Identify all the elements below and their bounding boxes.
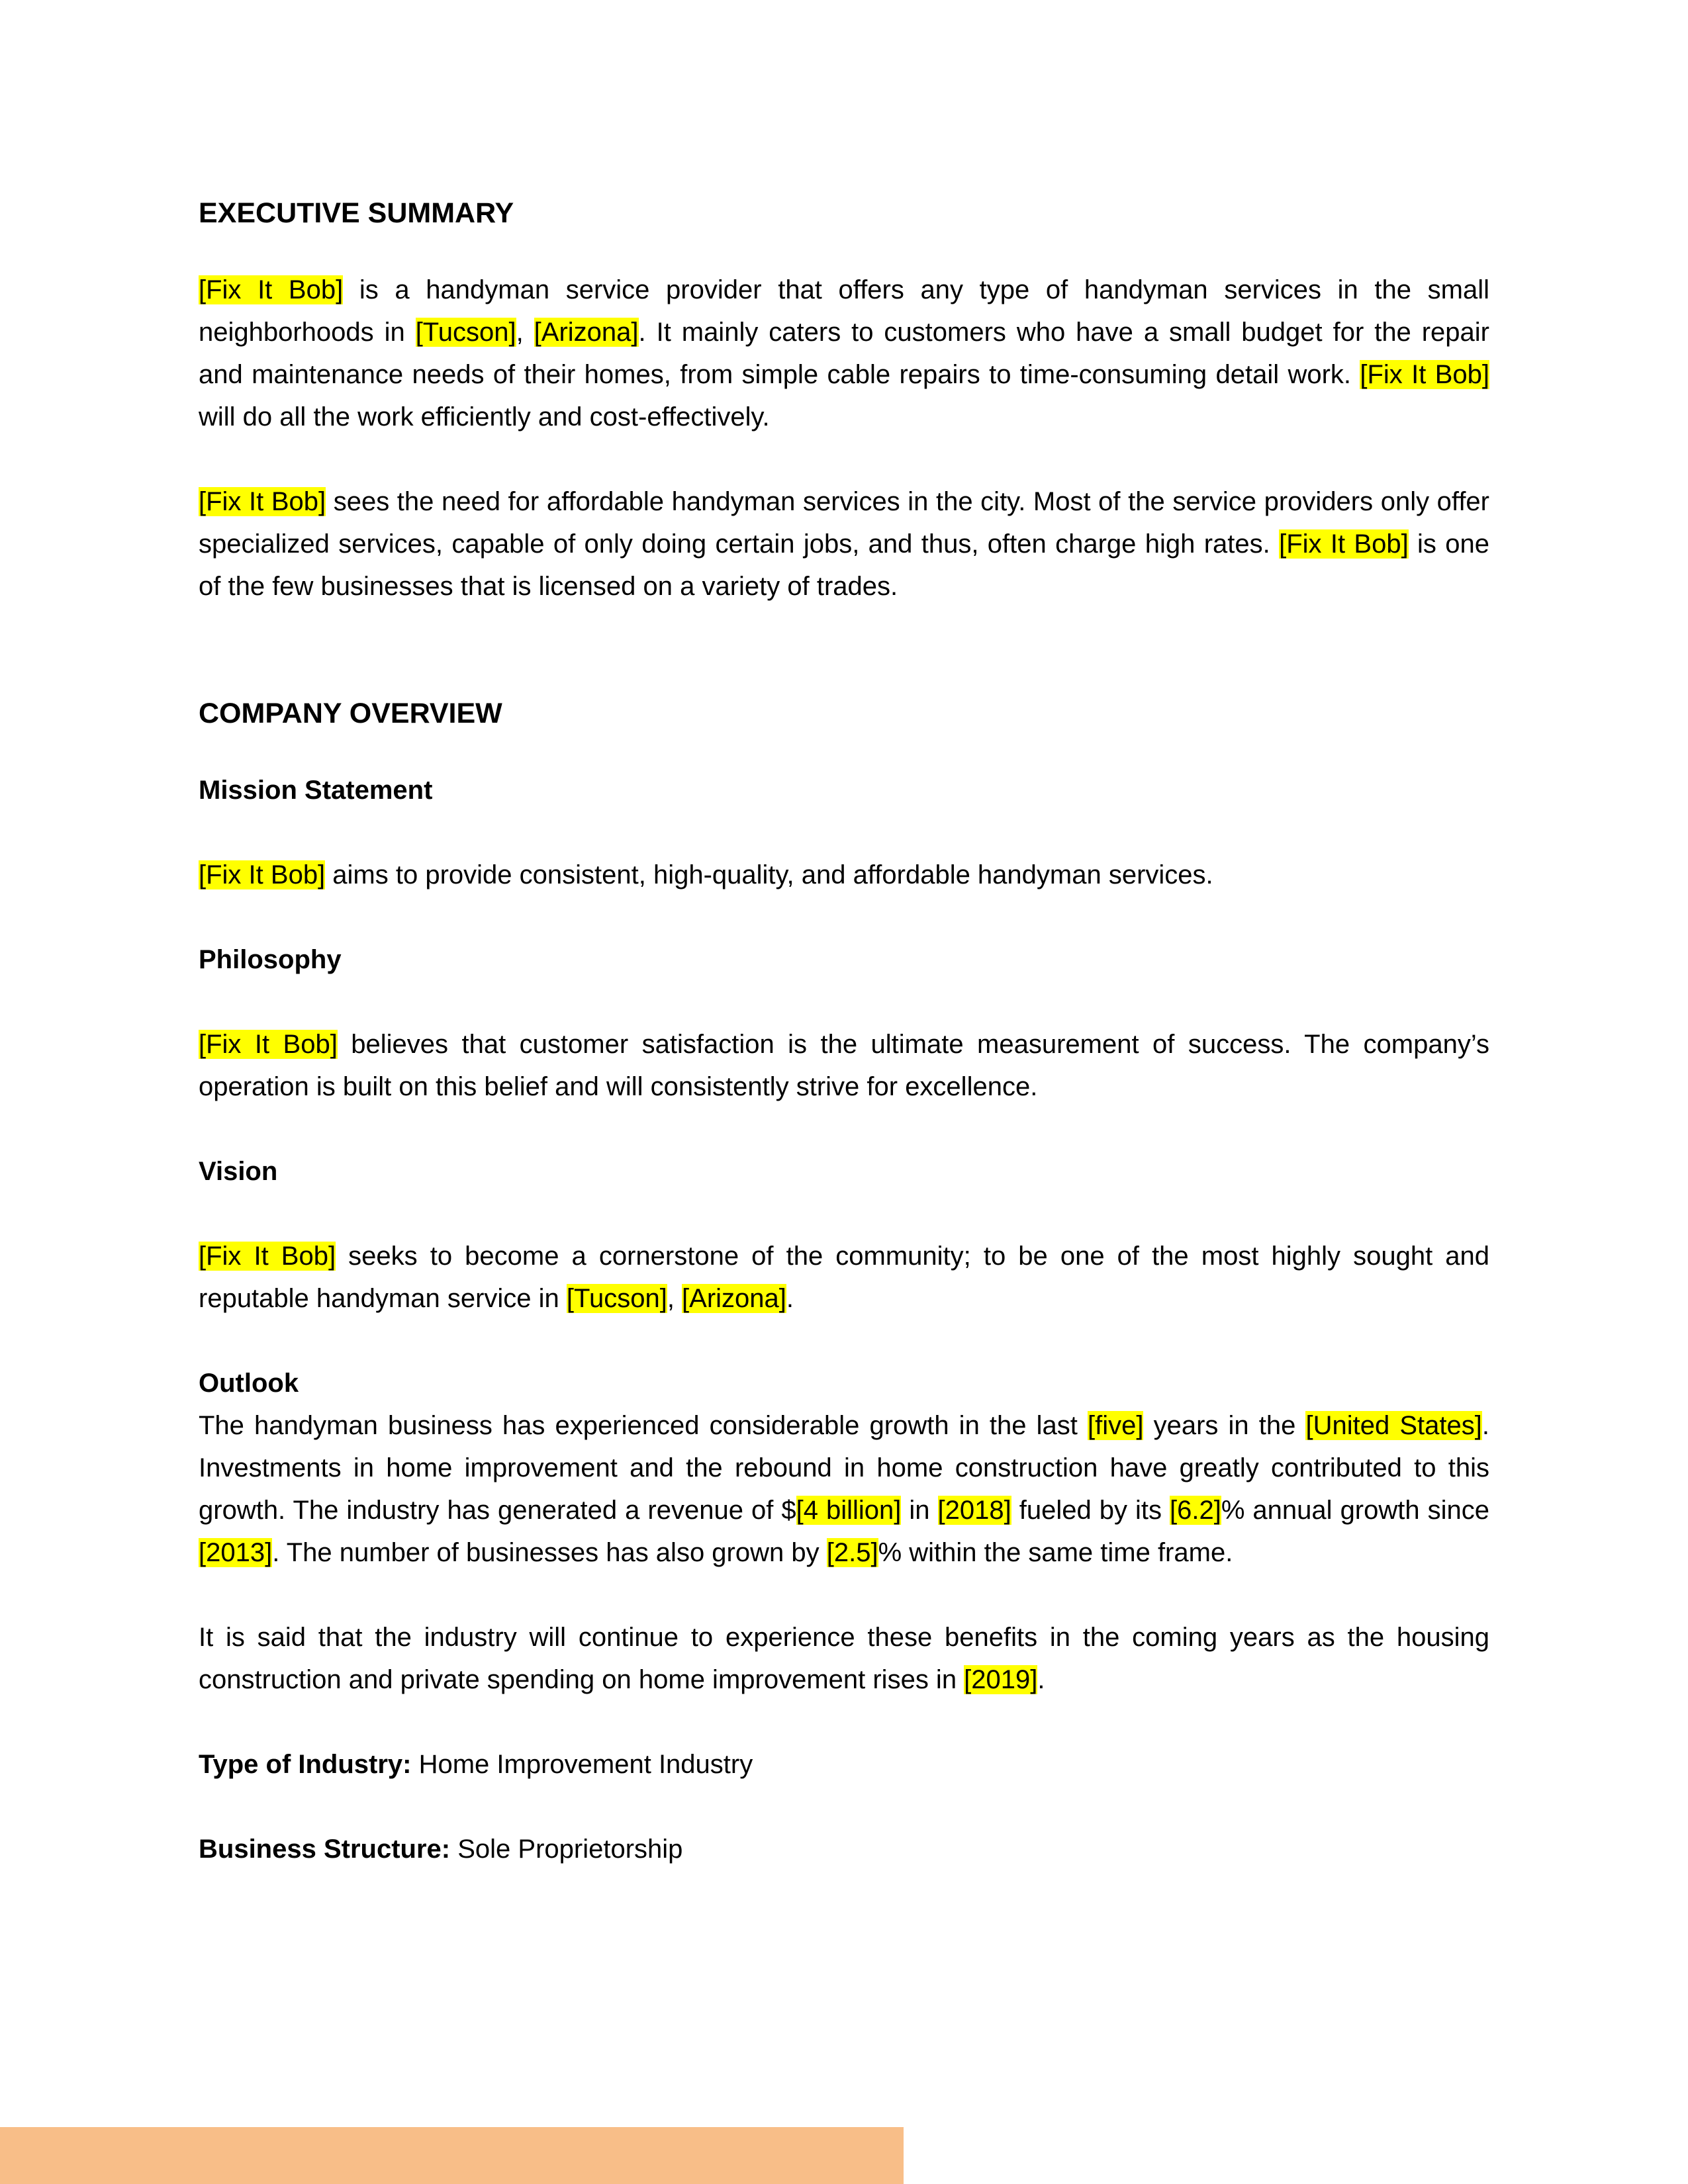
placeholder-highlight: [Fix It Bob] <box>1279 529 1409 559</box>
placeholder-highlight: [Arizona] <box>534 318 639 347</box>
body-text: years in the <box>1143 1411 1306 1440</box>
body-text: . Investments in home improvement and the rebound in home construction have greatly contributed to this growth. The industry has generated a revenue of $ <box>199 1411 1489 1525</box>
body-text: is one of the few businesses that is licensed on a variety of trades. <box>199 529 1489 601</box>
placeholder-highlight: [Fix It Bob] <box>199 487 326 516</box>
outlook-paragraph-1 <box>199 1404 1489 1574</box>
body-text: The handyman business has experienced considerable growth in the last <box>199 1411 1088 1440</box>
placeholder-highlight: [Tucson] <box>415 318 516 347</box>
outlook-paragraph-2 <box>199 1616 1489 1701</box>
body-text: % within the same time frame. <box>878 1538 1233 1567</box>
placeholder-highlight: [2018] <box>937 1496 1011 1525</box>
body-text: aims to provide consistent, high-quality, and affordable handyman services. <box>325 860 1213 889</box>
placeholder-highlight: [five] <box>1088 1411 1144 1440</box>
body-text: , <box>667 1284 682 1313</box>
body-text: . <box>1037 1665 1045 1694</box>
vision-heading: Vision <box>199 1157 278 1186</box>
industry-type-label: Type of Industry: <box>199 1750 412 1779</box>
body-text: % annual growth since <box>1221 1496 1490 1525</box>
placeholder-highlight: [2013] <box>199 1538 273 1567</box>
body-text: . The number of businesses has also grown by <box>272 1538 827 1567</box>
body-text: . <box>786 1284 794 1313</box>
executive-summary-paragraph-2 <box>199 480 1489 608</box>
company-overview-heading: COMPANY OVERVIEW <box>199 698 502 729</box>
executive-summary-paragraph-1 <box>199 269 1489 438</box>
placeholder-highlight: [Fix It Bob] <box>199 1030 338 1059</box>
body-text: is a handyman service provider that offers any type of handyman services in the small neighborhoods in <box>199 275 1490 347</box>
placeholder-highlight: [Arizona] <box>682 1284 786 1313</box>
placeholder-highlight: [Fix It Bob] <box>199 1242 336 1271</box>
mission-statement-text <box>199 854 1489 896</box>
body-text: fueled by its <box>1011 1496 1170 1525</box>
placeholder-highlight: [United States] <box>1305 1411 1482 1440</box>
business-structure-value: Sole Proprietorship <box>450 1835 683 1864</box>
executive-summary-heading: EXECUTIVE SUMMARY <box>199 197 514 229</box>
vision-text <box>199 1235 1489 1320</box>
placeholder-highlight: [6.2] <box>1170 1496 1221 1525</box>
footer-color-bar <box>0 2127 904 2184</box>
industry-type <box>199 1743 1489 1786</box>
document-page <box>199 192 1489 1913</box>
business-structure-label: Business Structure: <box>199 1835 451 1864</box>
placeholder-highlight: [Fix It Bob] <box>199 275 344 304</box>
placeholder-highlight: [2019] <box>964 1665 1038 1694</box>
mission-statement-heading: Mission Statement <box>199 776 433 805</box>
body-text: sees the need for affordable handyman services in the city. Most of the service providers only offer specialized services, capable of only doing certain jobs, and thus, often charge high rates. <box>199 487 1489 559</box>
business-structure <box>199 1828 1489 1870</box>
outlook-heading: Outlook <box>199 1369 299 1398</box>
body-text: , <box>516 318 534 347</box>
philosophy-heading: Philosophy <box>199 945 342 974</box>
body-text: in <box>901 1496 938 1525</box>
body-text: believes that customer satisfaction is the ultimate measurement of success. The company’s operation is built on this belief and will consistently strive for excellence. <box>199 1030 1489 1101</box>
placeholder-highlight: [Fix It Bob] <box>199 860 326 889</box>
philosophy-text <box>199 1023 1489 1108</box>
placeholder-highlight: [Fix It Bob] <box>1360 360 1490 389</box>
body-text: . It mainly caters to customers who have a small budget for the repair and maintenance needs of their homes, from simple cable repairs to time-consuming detail work. <box>199 318 1490 389</box>
placeholder-highlight: [4 billion] <box>796 1496 902 1525</box>
placeholder-highlight: [2.5] <box>826 1538 878 1567</box>
placeholder-highlight: [Tucson] <box>566 1284 667 1313</box>
body-text: seeks to become a cornerstone of the community; to be one of the most highly sought and reputable handyman service in <box>199 1242 1489 1313</box>
body-text: will do all the work efficiently and cost-effectively. <box>199 402 770 432</box>
industry-type-value: Home Improvement Industry <box>411 1750 753 1779</box>
body-text: It is said that the industry will continue to experience these benefits in the coming years as the housing construction and private spending on home improvement rises in <box>199 1623 1489 1694</box>
